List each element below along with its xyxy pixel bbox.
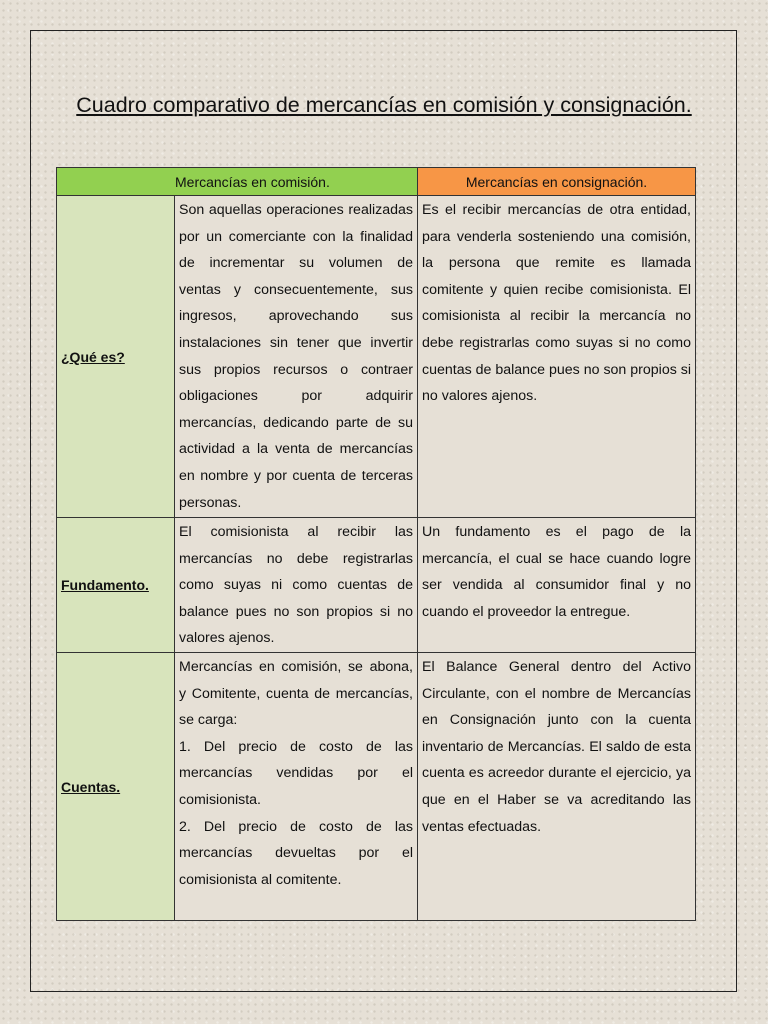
cell-cuentas-comision (175, 653, 418, 921)
cuentas-item-1: 1. Del precio de costo de las mercancías vendidas por el comisionista. (179, 738, 413, 808)
cell-fundamento-comision: El comisionista al recibir las mercancías no debe registrarlas como suyas ni como cuentas de balance pues no son propios si no valores ajenos. (175, 518, 418, 653)
row-cuentas (57, 653, 696, 921)
row-fundamento (57, 518, 696, 653)
row-label-text: ¿Qué es? (61, 348, 125, 365)
cuentas-item-2: 2. Del precio de costo de las mercancías devueltas por el comisionista al comitente. (179, 818, 413, 888)
header-comision: Mercancías en comisión. (57, 168, 418, 196)
cuentas-intro: Mercancías en comisión, se abona, y Comitente, cuenta de mercancías, se carga: (179, 659, 413, 729)
row-label-text: Fundamento. (61, 577, 149, 593)
row-que-es (57, 196, 696, 518)
cell-que-es-consignacion: Es el recibir mercancías de otra entidad, para venderla sosteniendo una comisión, la persona que remite es llamada comitente y quien recibe comisionista. El comisionista al recibir la mercancía no debe registrarlas como suyas si no como cuentas de balance pues no son propios si no valores ajenos. (418, 196, 696, 518)
cell-que-es-comision: Son aquellas operaciones realizadas por un comerciante con la finalidad de incrementar su volumen de ventas y consecuentemente, sus ingresos, aprovechando sus instalaciones sin tener que invertir sus propios recursos o contraer obligaciones por adquirir mercancías, dedicando parte de su actividad a la venta de mercancías en nombre y por cuenta de terceras personas. (175, 196, 418, 518)
cell-fundamento-consignacion: Un fundamento es el pago de la mercancía, el cual se hace cuando logre ser vendida al consumidor final y no cuando el proveedor la entregue. (418, 518, 696, 653)
row-label-text: Cuentas. (61, 778, 121, 795)
header-row (57, 168, 696, 196)
header-consignacion: Mercancías en consignación. (418, 168, 696, 196)
row-label-que-es (57, 196, 175, 518)
row-label-cuentas (57, 653, 175, 921)
cell-cuentas-consignacion: El Balance General dentro del Activo Circulante, con el nombre de Mercancías en Consignación junto con la cuenta inventario de Mercancías. El saldo de esta cuenta es acreedor durante el ejercicio, ya que en el Haber se va acreditando las ventas efectuadas. (418, 653, 696, 921)
page-title: Cuadro comparativo de mercancías en comisión y consignación. (76, 93, 692, 117)
comparison-table (56, 167, 696, 921)
row-label-fundamento (57, 518, 175, 653)
